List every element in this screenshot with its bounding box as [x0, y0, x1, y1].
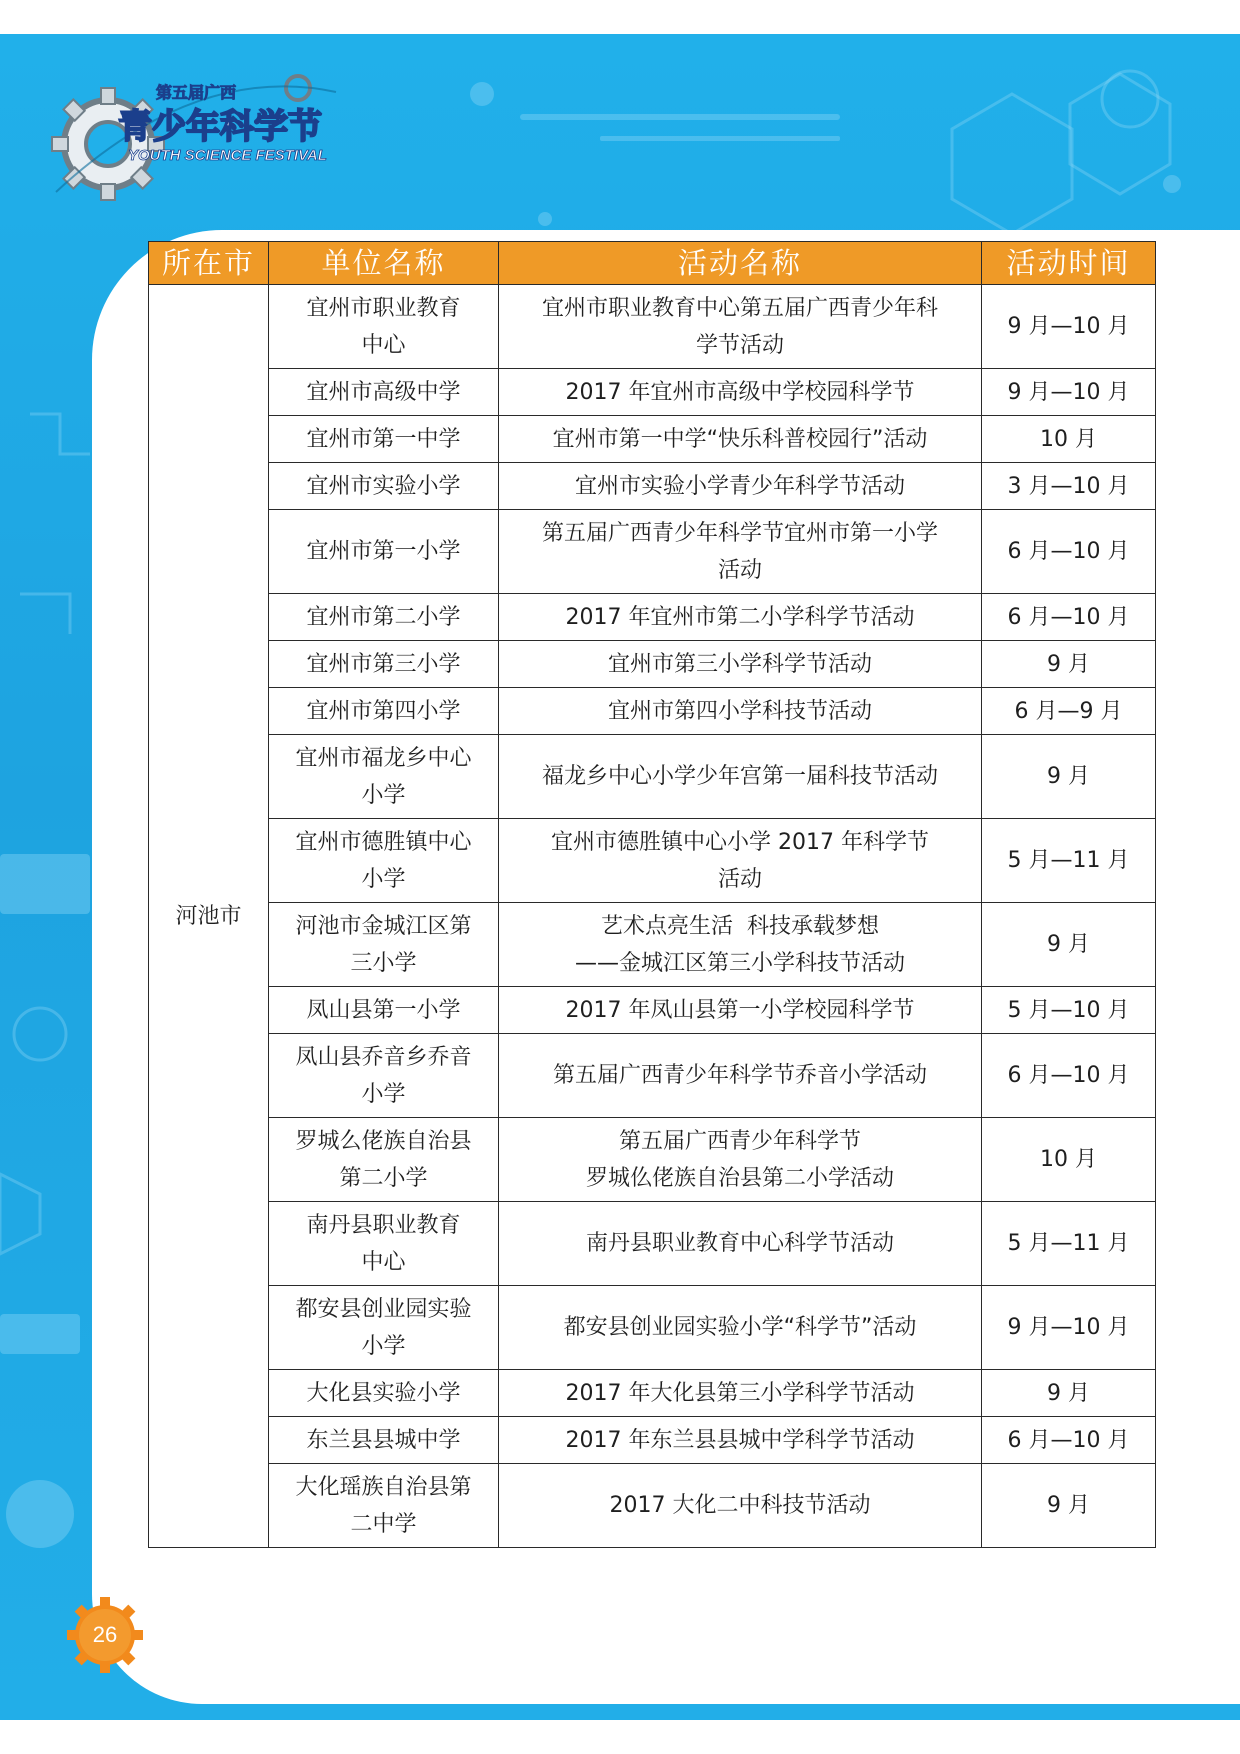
unit-cell [269, 594, 499, 641]
table-row [149, 369, 1156, 416]
unit-cell [269, 688, 499, 735]
unit-cell-line: 罗城么佬族自治县 [295, 1128, 472, 1154]
activity-cell [499, 1286, 982, 1370]
unit-cell [269, 735, 499, 819]
time-cell: 6 月—10 月 [982, 1034, 1156, 1118]
table-header-row [149, 242, 1156, 285]
svg-text:青少年科学节: 青少年科学节 [118, 107, 322, 147]
activity-cell [499, 1202, 982, 1286]
unit-cell-line: 中心 [361, 332, 406, 358]
activity-cell [499, 688, 982, 735]
unit-cell-line: 宜州市职业教育 [306, 295, 461, 321]
page-number: 26 [92, 1622, 118, 1647]
activity-cell [499, 285, 982, 369]
unit-cell-line: 二中学 [350, 1511, 417, 1537]
activity-cell-line: 2017 年宜州市第二小学科学节活动 [565, 604, 915, 630]
table-row [149, 987, 1156, 1034]
festival-logo [36, 52, 356, 222]
table-body [149, 285, 1156, 1548]
time-cell: 9 月 [982, 1464, 1156, 1548]
gear-logo-icon [36, 52, 356, 222]
unit-cell [269, 510, 499, 594]
activity-cell-line: 第五届广西青少年科学节宜州市第一小学 [541, 520, 938, 546]
unit-cell-line: 河池市金城江区第 [295, 913, 472, 939]
unit-cell-line: 宜州市实验小学 [306, 473, 461, 499]
table-row [149, 1370, 1156, 1417]
unit-cell [269, 1464, 499, 1548]
activity-cell [499, 819, 982, 903]
activity-cell-line: 福龙乡中心小学少年宫第一届科技节活动 [541, 764, 938, 789]
activity-cell-line: 都安县创业园实验小学“科学节”活动 [563, 1315, 917, 1340]
activity-cell-line: ——金城江区第三小学科技节活动 [574, 950, 905, 976]
time-cell: 9 月—10 月 [982, 285, 1156, 369]
activity-cell-line: 宜州市第四小学科技节活动 [607, 698, 872, 724]
unit-cell-line: 都安县创业园实验 [295, 1296, 472, 1322]
activity-cell [499, 1464, 982, 1548]
activity-cell [499, 369, 982, 416]
unit-cell [269, 641, 499, 688]
time-cell: 9 月—10 月 [982, 1286, 1156, 1370]
activity-cell-line: 南丹县职业教育中心科学节活动 [585, 1231, 894, 1256]
unit-cell-line: 凤山县第一小学 [306, 997, 461, 1023]
time-cell: 6 月—10 月 [982, 1417, 1156, 1464]
unit-cell-line: 宜州市第三小学 [306, 651, 461, 677]
unit-cell-line: 宜州市高级中学 [306, 379, 461, 405]
activity-cell [499, 1370, 982, 1417]
unit-cell-line: 小学 [361, 866, 406, 892]
activity-cell [499, 463, 982, 510]
activity-cell [499, 594, 982, 641]
activity-cell-line: 活动 [717, 866, 762, 892]
unit-cell [269, 1034, 499, 1118]
unit-cell-line: 宜州市福龙乡中心 [295, 745, 472, 771]
unit-cell-line: 宜州市第四小学 [306, 698, 461, 724]
table-row [149, 1286, 1156, 1370]
unit-cell-line: 三小学 [350, 950, 417, 976]
table-row [149, 1202, 1156, 1286]
table-row [149, 1417, 1156, 1464]
svg-text:第五届广西: 第五届广西 [156, 85, 237, 102]
activity-cell-line: 宜州市德胜镇中心小学 2017 年科学节 [551, 829, 929, 855]
time-cell: 5 月—10 月 [982, 987, 1156, 1034]
table-row [149, 1034, 1156, 1118]
activity-cell [499, 1118, 982, 1202]
activity-cell-line: 艺术点亮生活 科技承载梦想 [601, 913, 879, 939]
time-cell: 3 月—10 月 [982, 463, 1156, 510]
time-cell: 9 月—10 月 [982, 369, 1156, 416]
time-cell: 9 月 [982, 903, 1156, 987]
table-row [149, 903, 1156, 987]
time-cell: 9 月 [982, 641, 1156, 688]
activity-cell [499, 987, 982, 1034]
table-row [149, 463, 1156, 510]
unit-cell [269, 1370, 499, 1417]
time-cell: 6 月—10 月 [982, 594, 1156, 641]
unit-cell-line: 南丹县职业教育 [306, 1212, 461, 1238]
activity-cell [499, 903, 982, 987]
table-row [149, 641, 1156, 688]
activity-cell [499, 735, 982, 819]
header-unit: 单位名称 [269, 242, 499, 285]
unit-cell [269, 369, 499, 416]
unit-cell-line: 小学 [361, 782, 406, 808]
unit-cell-line: 宜州市第二小学 [306, 604, 461, 630]
activity-cell [499, 510, 982, 594]
table-row [149, 594, 1156, 641]
time-cell: 6 月—9 月 [982, 688, 1156, 735]
activity-cell-line: 2017 大化二中科技节活动 [609, 1493, 871, 1518]
activity-cell-line: 宜州市第三小学科学节活动 [607, 651, 872, 677]
activity-cell-line: 2017 年东兰县县城中学科学节活动 [565, 1427, 915, 1453]
svg-text:YOUTH SCIENCE FESTIVAL: YOUTH SCIENCE FESTIVAL [128, 147, 327, 164]
activity-cell [499, 641, 982, 688]
unit-cell [269, 987, 499, 1034]
activity-cell-line: 宜州市实验小学青少年科学节活动 [574, 473, 905, 499]
unit-cell-line: 第二小学 [339, 1165, 428, 1191]
header-time: 活动时间 [982, 242, 1156, 285]
table-row [149, 416, 1156, 463]
unit-cell-line: 大化县实验小学 [306, 1380, 461, 1406]
unit-cell-line: 大化瑶族自治县第 [295, 1474, 472, 1500]
unit-cell-line: 宜州市第一中学 [306, 426, 461, 452]
activity-cell-line: 活动 [717, 557, 762, 583]
activity-cell-line: 宜州市职业教育中心第五届广西青少年科 [541, 295, 938, 321]
table-row [149, 510, 1156, 594]
unit-cell [269, 819, 499, 903]
page-number-badge [66, 1596, 144, 1674]
city-cell: 河池市 [149, 285, 269, 1548]
activity-cell [499, 1417, 982, 1464]
activity-cell-line: 罗城仫佬族自治县第二小学活动 [585, 1165, 894, 1191]
unit-cell [269, 1417, 499, 1464]
header-activity: 活动名称 [499, 242, 982, 285]
unit-cell-line: 东兰县县城中学 [306, 1427, 461, 1453]
unit-cell [269, 1202, 499, 1286]
unit-cell [269, 1286, 499, 1370]
table-row [149, 1464, 1156, 1548]
unit-cell [269, 903, 499, 987]
time-cell: 9 月 [982, 1370, 1156, 1417]
activity-cell-line: 宜州市第一中学“快乐科普校园行”活动 [552, 426, 928, 452]
table-row [149, 819, 1156, 903]
activity-cell-line: 2017 年凤山县第一小学校园科学节 [565, 997, 915, 1023]
time-cell: 5 月—11 月 [982, 819, 1156, 903]
unit-cell-line: 小学 [361, 1333, 406, 1359]
unit-cell-line: 凤山县乔音乡乔音 [295, 1044, 472, 1070]
table-row [149, 1118, 1156, 1202]
header-city: 所在市 [149, 242, 269, 285]
time-cell: 5 月—11 月 [982, 1202, 1156, 1286]
activity-cell [499, 416, 982, 463]
activity-cell-line: 第五届广西青少年科学节乔音小学活动 [552, 1063, 927, 1088]
activity-cell-line: 2017 年宜州市高级中学校园科学节 [565, 379, 915, 405]
time-cell: 9 月 [982, 735, 1156, 819]
unit-cell [269, 463, 499, 510]
time-cell: 10 月 [982, 1118, 1156, 1202]
time-cell: 6 月—10 月 [982, 510, 1156, 594]
activity-table-container [148, 241, 1155, 1548]
table-row [149, 688, 1156, 735]
time-cell: 10 月 [982, 416, 1156, 463]
unit-cell-line: 中心 [361, 1249, 406, 1275]
activity-cell-line: 学节活动 [695, 332, 784, 358]
activity-cell-line: 第五届广西青少年科学节 [618, 1128, 861, 1154]
table-row [149, 285, 1156, 369]
unit-cell [269, 285, 499, 369]
table-row [149, 735, 1156, 819]
unit-cell [269, 416, 499, 463]
unit-cell-line: 小学 [361, 1081, 406, 1107]
activity-table [148, 241, 1156, 1548]
activity-cell-line: 2017 年大化县第三小学科学节活动 [565, 1380, 915, 1406]
unit-cell-line: 宜州市德胜镇中心 [295, 829, 472, 855]
unit-cell-line: 宜州市第一小学 [306, 539, 461, 564]
activity-cell [499, 1034, 982, 1118]
unit-cell [269, 1118, 499, 1202]
